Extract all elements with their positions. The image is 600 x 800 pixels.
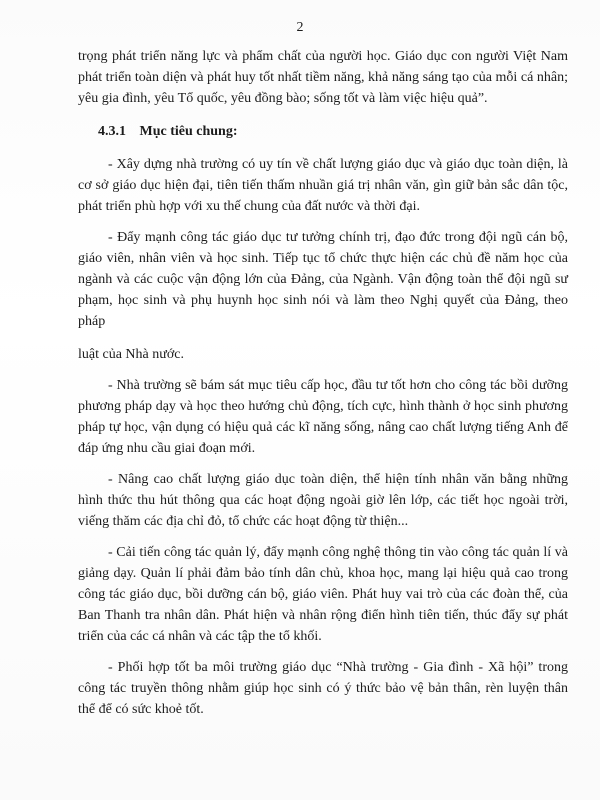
paragraph-6: - Phối hợp tốt ba môi trường giáo dục “Nhà trường - Gia đình - Xã hội” trong công tác truyền thông nhằm giúp học sinh có ý thức bảo vệ bản thân, rèn luyện thân thể để có sức khoẻ tốt. xyxy=(78,660,568,717)
paragraph-5: - Cải tiến công tác quản lý, đẩy mạnh công nghệ thông tin vào công tác quản lí và giảng dạy. Quản lí phải đảm bảo tính dân chủ, khoa học, mang lại hiệu quả cao trong công tác giáo dục, bồi dưỡng cán bộ, giáo viên. Phát huy vai trò của các đoàn thể, của Ban Thanh tra nhân dân. Phát hiện và nhân rộng điển hình tiên tiến, thúc đẩy sự phát triển của các cá nhân và các tập the tổ khối. xyxy=(78,545,568,644)
paragraph-1: - Xây dựng nhà trường có uy tín về chất lượng giáo dục và giáo dục toàn diện, là cơ sở giáo dục hiện đại, tiên tiến thấm nhuần giá trị nhân văn, gìn giữ bản sắc dân tộc, phát triển phù hợp với xu thế chung của đất nước và thời đại. xyxy=(78,157,568,214)
paragraph-2-continuation: luật của Nhà nước. xyxy=(78,347,184,362)
section-heading xyxy=(98,121,568,142)
section-number: 4.3.1 xyxy=(98,124,126,139)
intro-paragraph: trọng phát triển năng lực và phẩm chất của người học. Giáo dục con người Việt Nam phát triển toàn diện và phát huy tốt nhất tiềm năng, khả năng sáng tạo của mỗi cá nhân; yêu gia đình, yêu Tổ quốc, yêu đồng bào; sống tốt và làm việc hiệu quả”. xyxy=(78,49,568,106)
paragraph-4: - Nâng cao chất lượng giáo dục toàn diện, thể hiện tính nhân văn bằng những hình thức thu hút thông qua các hoạt động ngoài giờ lên lớp, các tiết học ngoài trời, viếng thăm các địa chỉ đỏ, tổ chức các hoạt động từ thiện... xyxy=(78,472,568,529)
document-body xyxy=(78,46,568,730)
page-number: 2 xyxy=(296,20,304,35)
section-title: Mục tiêu chung: xyxy=(139,124,238,139)
paragraph-3: - Nhà trường sẽ bám sát mục tiêu cấp học, đầu tư tốt hơn cho công tác bồi dưỡng phương pháp dạy và học theo hướng chủ động, tích cực, hình thành ở học sinh phương pháp tự học, vận dụng có hiệu quả các kĩ năng sống, nâng cao chất lượng tiếng Anh để đáp ứng nhu cầu giai đoạn mới. xyxy=(78,378,568,456)
paragraph-2: - Đẩy mạnh công tác giáo dục tư tưởng chính trị, đạo đức trong đội ngũ cán bộ, giáo viên, nhân viên và học sinh. Tiếp tục tổ chức thực hiện các chủ đề năm học của ngành và các cuộc vận động lớn của Đảng, của Ngành. Vận động toàn thể đội ngũ sư phạm, học sinh và phụ huynh học sinh nói và làm theo Nghị quyết của Đảng, theo pháp xyxy=(78,230,568,329)
